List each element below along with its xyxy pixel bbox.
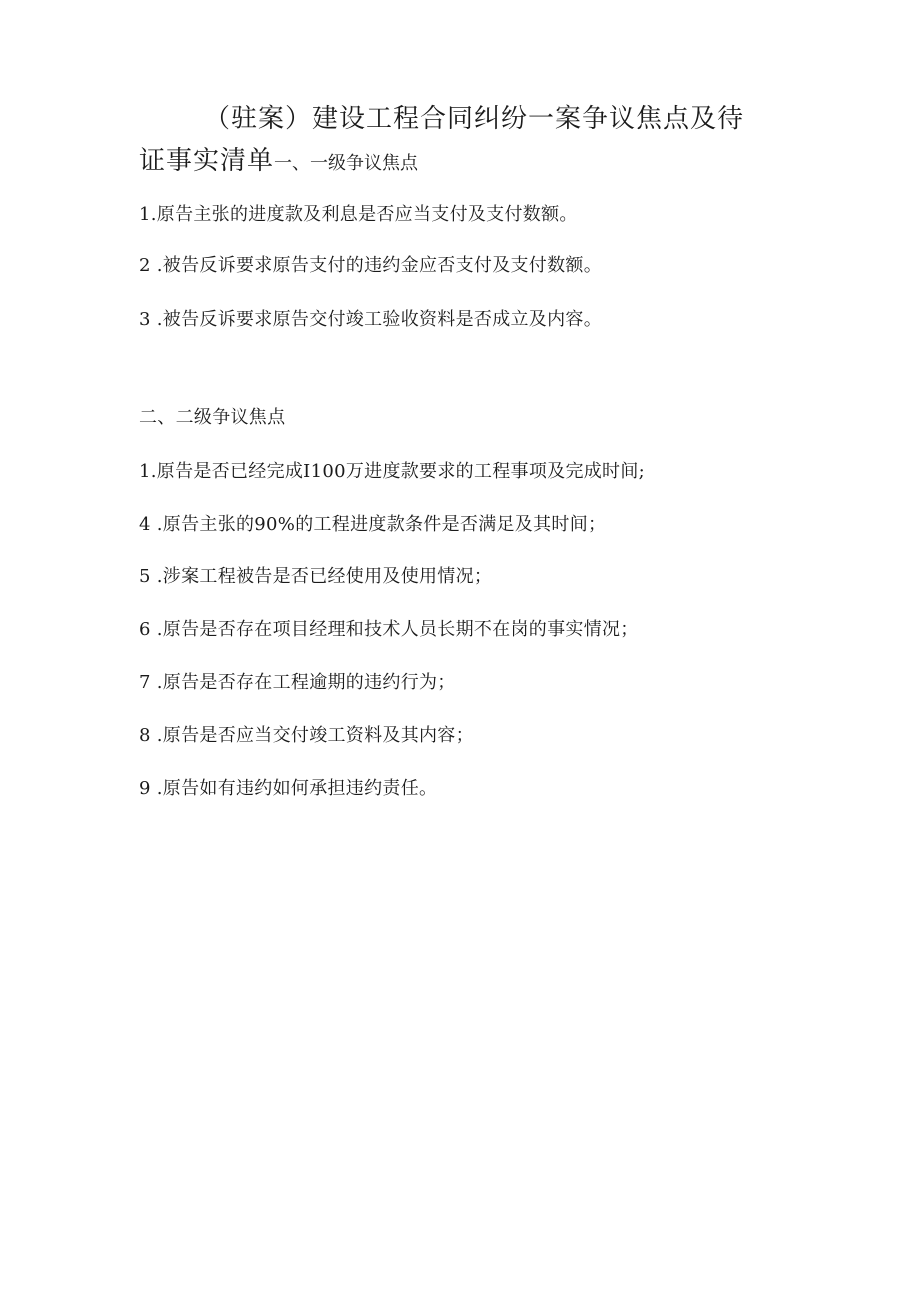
section2-item-6: 6 .原告是否存在项目经理和技术人员长期不在岗的事实情况； xyxy=(139,619,639,640)
section2-item-9: 9 .原告如有违约如何承担违约责任。 xyxy=(139,778,438,799)
section2-item-1: 1.原告是否已经完成I100万进度款要求的工程事项及完成时间; xyxy=(139,461,646,482)
section2-item-7: 7 .原告是否存在工程逾期的违约行为； xyxy=(139,672,456,693)
section1-item-3: 3 .被告反诉要求原告交付竣工验收资料是否成立及内容。 xyxy=(139,309,602,330)
document-title-line2-text: 证事实清单 xyxy=(139,146,275,176)
section2-item-8: 8 .原告是否应当交付竣工资料及其内容； xyxy=(139,725,474,746)
section1-heading: 一、一级争议焦点 xyxy=(274,153,419,174)
section2-heading: 二、二级争议焦点 xyxy=(139,407,286,428)
section1-item-1: 1.原告主张的进度款及利息是否应当支付及支付数额。 xyxy=(139,204,578,225)
section2-item-5: 5 .涉案工程被告是否已经使用及使用情况； xyxy=(139,566,493,587)
document-title-line2 xyxy=(139,140,418,177)
section1-item-2: 2 .被告反诉要求原告支付的违约金应否支付及支付数额。 xyxy=(139,255,602,276)
document-title-line1: （驻案）建设工程合同纠纷一案争议焦点及待 xyxy=(204,104,745,134)
section2-item-4: 4 .原告主张的90%的工程进度款条件是否满足及其时间； xyxy=(139,514,607,535)
